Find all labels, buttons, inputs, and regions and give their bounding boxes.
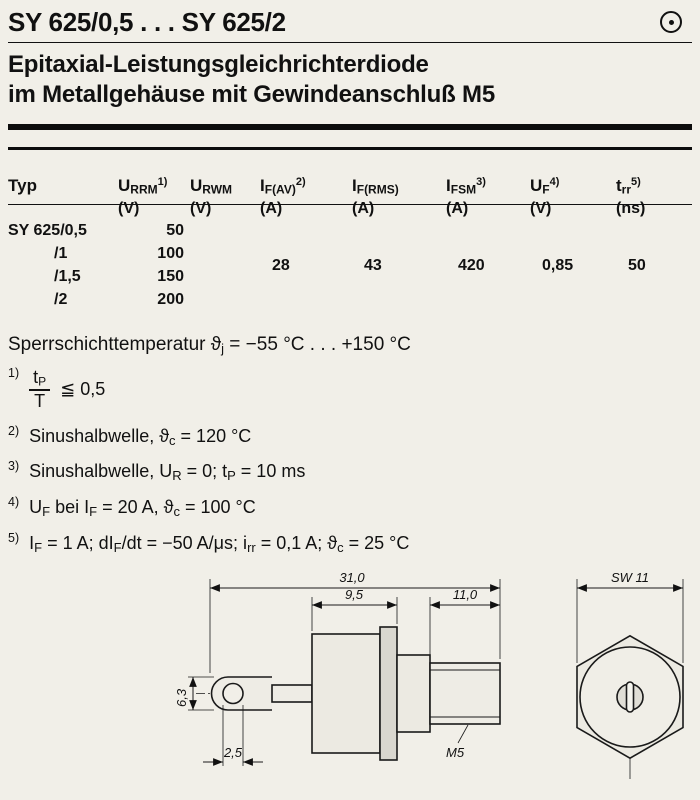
table-row-type: /1 <box>54 245 68 263</box>
urrm-value: 150 <box>157 268 184 286</box>
col-header-urrm: $U_{RRM}^{1)}$ (V) <box>118 175 168 218</box>
col-header-urwm: $U_{RWM}$ (V) <box>190 175 233 217</box>
subtitle <box>8 50 692 110</box>
dim-label-total: 31,0 <box>339 570 365 586</box>
ifsm-value: 420 <box>458 256 485 274</box>
footnote-text: $I_F = 1$ A; $dI_F/dt = -50$ A/μs; $i_{rr} = 0,1$ A; $ϑ_c = 25$ °C <box>29 533 410 556</box>
wrench-size-label: SW 11 <box>610 570 650 586</box>
table-row-type: SY 625/0,5 <box>8 222 87 240</box>
dim-label-thread: 11,0 <box>452 587 478 603</box>
col-header-trr: $t_{rr}^{5)}$ (ns) <box>616 175 646 218</box>
table-row-type: /1,5 <box>54 268 81 286</box>
fraction-tp-over-t: $\frac{t_P}{T}$ <box>29 368 50 412</box>
footnote-1 <box>8 365 692 412</box>
thick-rule <box>8 124 692 130</box>
urrm-value: 200 <box>157 291 184 309</box>
col-header-uf: $U_F^{4)}$ (V) <box>530 175 560 218</box>
title-divider <box>8 42 692 43</box>
footnote-marker: 3) <box>8 459 20 474</box>
footnote-text: ≦ 0,5 <box>60 379 106 400</box>
header-divider <box>8 204 692 205</box>
footnote-text: Sinushalbwelle, $ϑ_c = 120$ °C <box>29 425 252 448</box>
ratings-table <box>8 174 692 312</box>
footnote-text: Sinushalbwelle, $U_R = 0$; $t_P = 10$ ms <box>29 461 306 484</box>
title-bar <box>8 8 692 37</box>
side-view <box>174 570 500 766</box>
urrm-value: 50 <box>166 222 184 240</box>
footnote-marker: 2) <box>8 423 20 438</box>
col-header-ifrms: $I_{F(RMS)}$ (A) <box>352 175 399 217</box>
footnote-3 <box>8 461 692 483</box>
screw-slot <box>627 682 634 712</box>
page-title: SY 625/0,5 . . . SY 625/2 <box>8 7 286 37</box>
lead <box>272 685 312 702</box>
subtitle-line-1: Epitaxial-Leistungsgleichrichterdiode <box>8 50 429 78</box>
footnote-text: $U_F$ bei $I_F = 20$ A, $ϑ_c = 100$ °C <box>29 497 256 520</box>
col-header-ifsm: $I_{FSM}^{3)}$ (A) <box>446 175 486 218</box>
col-header-ifav: $I_{F(AV)}^{2)}$ (A) <box>260 175 306 218</box>
uf-value: 0,85 <box>542 256 574 274</box>
dim-label-body: 9,5 <box>344 587 364 603</box>
body <box>312 634 380 753</box>
step <box>397 655 430 732</box>
tab-hole <box>223 684 243 704</box>
urrm-value: 100 <box>157 245 184 263</box>
dim-label-tab-height: 6,3 <box>174 688 189 708</box>
junction-temperature-line: Sperrschichttemperatur $ϑ_j = -55$ °C . . . +150 °C <box>8 333 411 356</box>
hex-end-view <box>577 570 683 779</box>
medium-rule <box>8 147 692 150</box>
dimension-drawing-svg <box>0 567 700 781</box>
footnote-marker: 1) <box>8 365 20 380</box>
ifav-value: 28 <box>272 256 290 274</box>
threaded-stud <box>430 663 500 724</box>
circled-dot-icon <box>660 11 682 33</box>
footnote-2 <box>8 423 692 448</box>
col-header-typ: Typ <box>8 175 37 195</box>
subtitle-line-2: im Metallgehäuse mit Gewindeanschluß M5 <box>8 80 495 108</box>
footnote-marker: 4) <box>8 495 20 510</box>
ifrms-value: 43 <box>364 256 382 274</box>
thread-size-label: M5 <box>446 745 465 761</box>
mechanical-drawing <box>0 567 692 786</box>
footnote-5 <box>8 533 692 555</box>
flange <box>380 627 397 760</box>
footnote-4 <box>8 497 692 519</box>
table-row-type: /2 <box>54 291 68 309</box>
dim-label-hole: 2,5 <box>223 745 243 761</box>
footnote-marker: 5) <box>8 531 20 546</box>
trr-value: 50 <box>628 256 646 274</box>
